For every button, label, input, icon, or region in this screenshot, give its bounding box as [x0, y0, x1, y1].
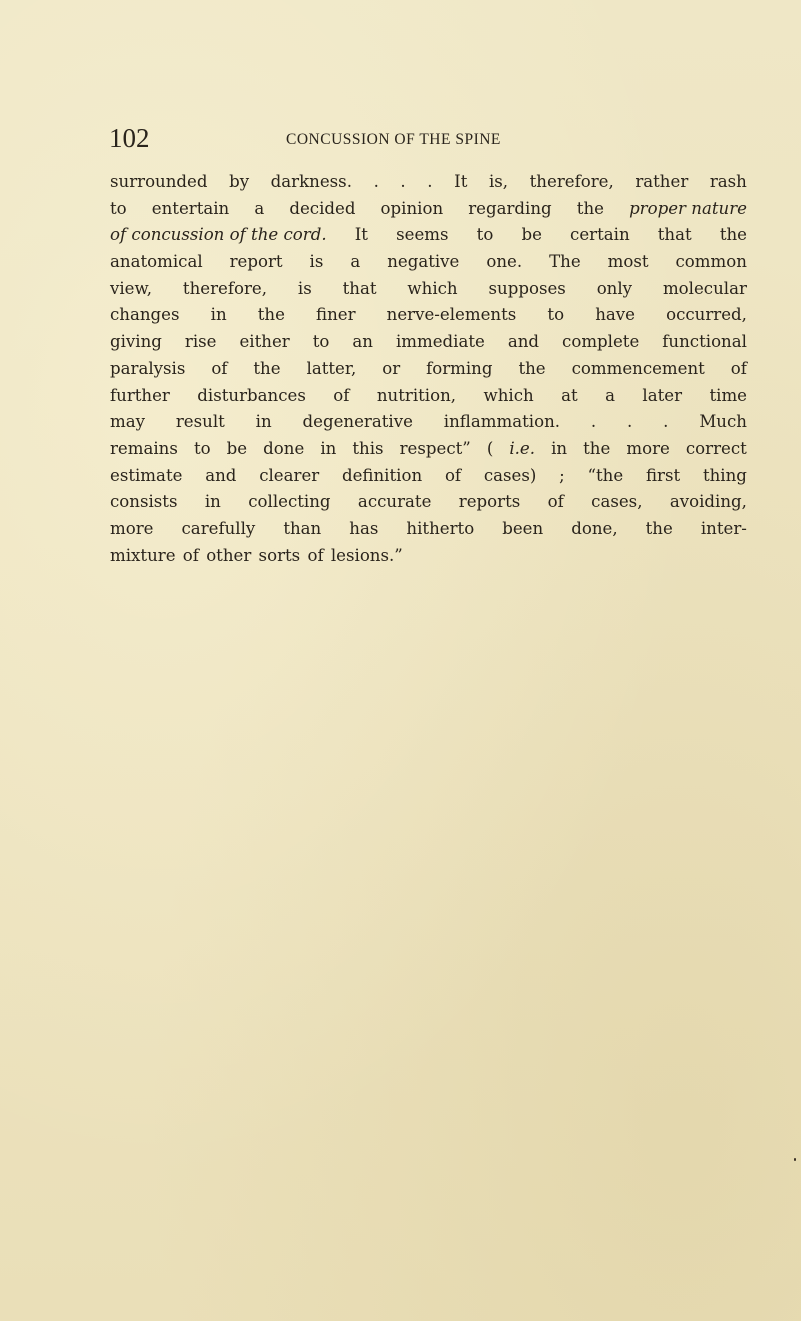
body-text — [110, 169, 747, 569]
page-number: 102 — [109, 123, 150, 153]
text-line: mixture of other sorts of lesions.” — [110, 545, 403, 565]
italic-phrase: i.e. — [509, 438, 536, 458]
text-line: of concussion of the cord. It seems to be certain that the — [110, 222, 747, 249]
text-line: remains to be done in this respect” ( i.e. in the more correct — [110, 436, 747, 463]
text-line: estimate and clearer definition of cases) ; “the first thing — [110, 465, 747, 485]
text-line: paralysis of the latter, or forming the commencement of — [110, 358, 747, 378]
text-line: further disturbances of nutrition, which at a later time — [110, 385, 747, 405]
text-line: view, therefore, is that which supposes only molecular — [110, 278, 747, 298]
text-line: may result in degenerative inflammation. . . . Much — [110, 412, 747, 432]
italic-phrase: proper nature — [629, 198, 747, 218]
text-line: consists in collecting accurate reports of cases, avoiding, — [110, 492, 747, 512]
text-line: more carefully than has hitherto been done, the inter- — [110, 518, 747, 538]
text-line: to entertain a decided opinion regarding the proper nature — [110, 196, 747, 223]
text-line: giving rise either to an immediate and complete functional — [110, 332, 747, 352]
running-head-title: CONCUSSION OF THE SPINE — [286, 131, 501, 148]
ink-speck — [794, 1158, 796, 1161]
text-line: changes in the finer nerve-elements to have occurred, — [110, 305, 747, 325]
running-head — [109, 118, 749, 158]
italic-phrase: of concussion of the cord. — [110, 225, 327, 245]
text-line: anatomical report is a negative one. The most common — [110, 252, 747, 272]
text-line: surrounded by darkness. . . . It is, therefore, rather rash — [110, 172, 747, 191]
